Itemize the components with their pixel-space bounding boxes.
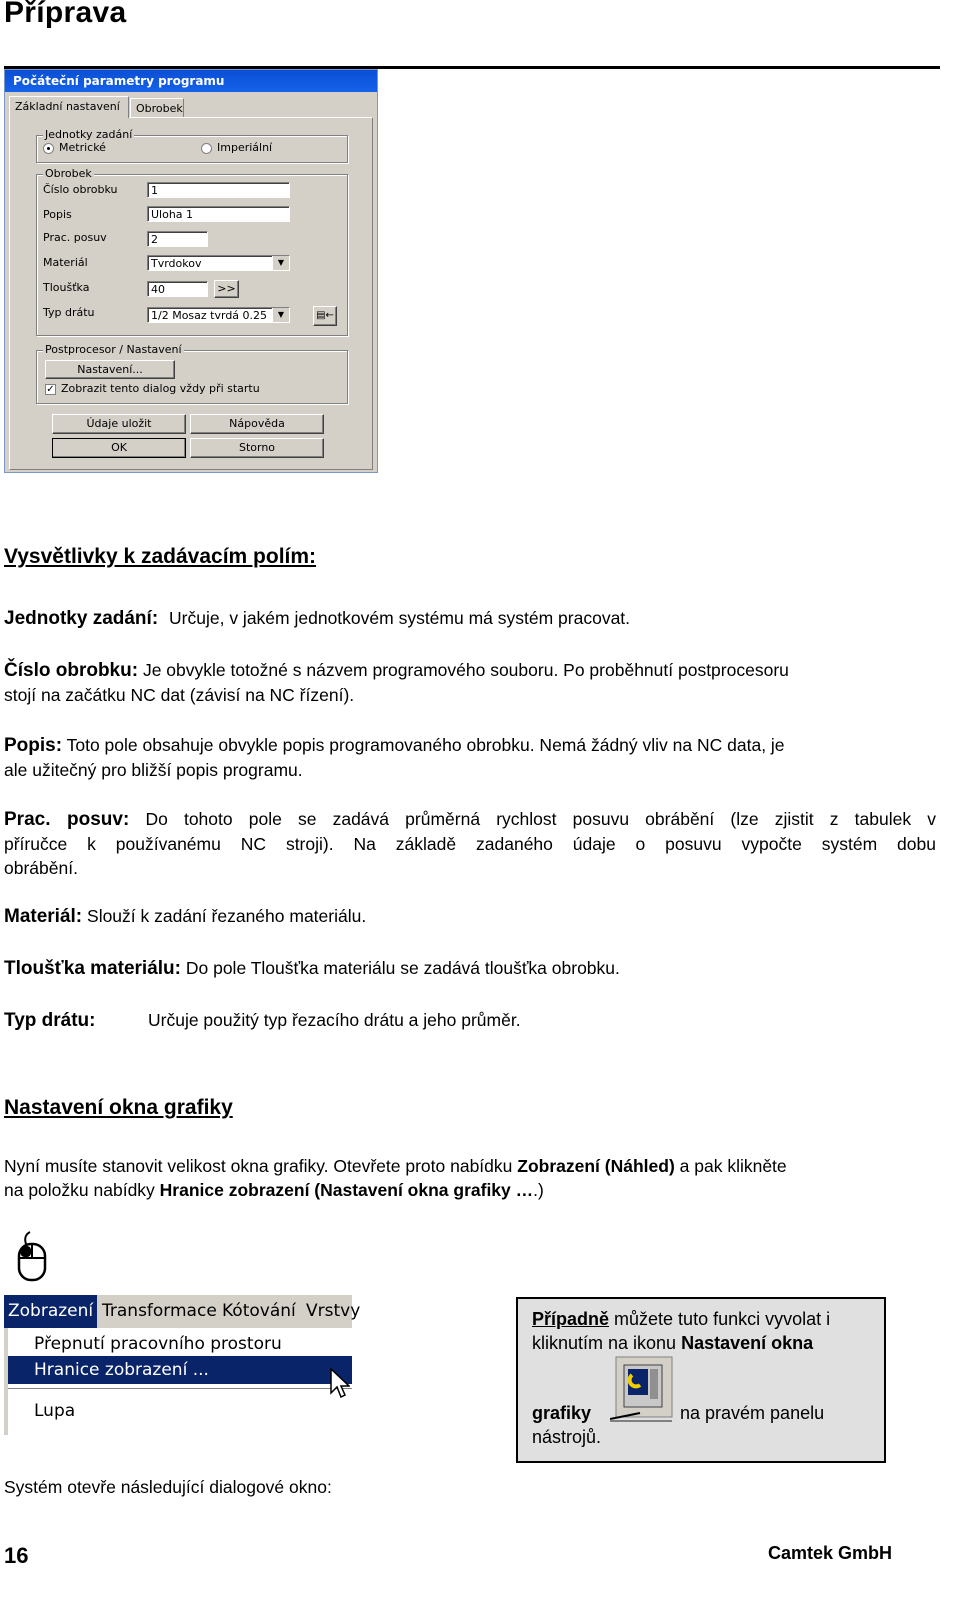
tip-line-3 <box>532 1401 591 1425</box>
menu-separator <box>8 1388 352 1392</box>
units-text: Určuje, v jakém jednotkovém systému má systém pracovat. <box>169 608 631 628</box>
units-paragraph <box>4 606 936 631</box>
graphics-text-2b: Hranice zobrazení (Nastavení okna grafiky … <box>159 1180 534 1200</box>
menu-item-zoom[interactable]: Lupa <box>34 1401 76 1421</box>
wire-text: Určuje použitý typ řezacího drátu a jeho průměr. <box>148 1010 521 1030</box>
radio-metric-label: Metrické <box>59 141 106 154</box>
dialog-title: Počáteční parametry programu <box>5 70 377 92</box>
settings-button[interactable]: Nastavení... <box>45 360 175 379</box>
chevron-down-icon[interactable]: ▼ <box>272 308 289 322</box>
feed-label: Prac. posuv <box>43 231 107 244</box>
feed-text-1: Do tohoto pole se zadává průměrná rychlost posuvu obrábění (lze zjistit z tabulek v <box>145 809 936 829</box>
graphics-text-1b: Zobrazení (Náhled) <box>517 1156 675 1176</box>
tip-text-3a: grafiky <box>532 1403 592 1423</box>
thickness-more-button[interactable]: >> <box>214 280 239 298</box>
radio-imperial-label: Imperiální <box>217 141 273 154</box>
material-select[interactable] <box>147 255 290 271</box>
dialog-panel <box>9 117 373 470</box>
page-number: 16 <box>4 1543 29 1568</box>
material-label: Materiál <box>43 256 88 269</box>
units-group-label: Jednotky zadání <box>45 128 133 141</box>
tip-line-1 <box>532 1307 830 1331</box>
material-value: Tvrdokov <box>151 257 202 270</box>
number-text-2: stojí na začátku NC dat (závisí na NC řízení). <box>4 685 355 705</box>
description-text-1: Toto pole obsahuje obvykle popis programovaného obrobku. Nemá žádný vliv na NC data, je <box>66 735 785 755</box>
graphics-window-settings-icon <box>610 1355 674 1423</box>
wire-database-icon[interactable]: ▤← <box>313 306 337 326</box>
wire-paragraph <box>4 1008 936 1033</box>
thickness-paragraph <box>4 956 936 981</box>
thickness-label: Tloušťka <box>43 281 90 294</box>
workpiece-number-field[interactable]: 1 <box>147 182 290 198</box>
graphics-text-1a: Nyní musíte stanovit velikost okna grafiky. Otevřete proto nabídku <box>4 1156 518 1176</box>
description-field[interactable]: Uloha 1 <box>147 206 290 222</box>
graphics-text-1c: a pak klikněte <box>674 1156 787 1176</box>
menu-item-switch-workspace[interactable]: Přepnutí pracovního prostoru <box>34 1334 282 1354</box>
material-text: Slouží k zadání řezaného materiálu. <box>87 906 367 926</box>
start-parameters-dialog <box>4 69 378 473</box>
description-paragraph <box>4 733 936 782</box>
postprocessor-group-label: Postprocesor / Nastavení <box>45 343 182 356</box>
save-data-button[interactable]: Údaje uložit <box>52 414 186 434</box>
graphics-paragraph <box>4 1154 936 1202</box>
tab-basic-settings[interactable]: Základní nastavení <box>9 96 129 118</box>
company-name: Camtek GmbH <box>768 1543 893 1563</box>
thickness-text: Do pole Tloušťka materiálu se zadává tloušťka obrobku. <box>185 958 620 978</box>
wire-type-label: Typ drátu <box>43 306 95 319</box>
feed-paragraph <box>4 807 936 880</box>
menu-item-view-limits[interactable]: Hranice zobrazení ... <box>8 1356 352 1384</box>
number-text-1: Je obvykle totožné s názvem programového souboru. Po proběhnutí postprocesoru <box>142 660 789 680</box>
mouse-icon <box>16 1230 48 1282</box>
radio-imperial[interactable] <box>201 143 212 154</box>
feed-field[interactable]: 2 <box>147 231 208 247</box>
description-label: Popis <box>43 208 72 221</box>
graphics-text-2a: na položku nabídky <box>4 1180 160 1200</box>
menu-transform[interactable]: Transformace <box>102 1301 217 1321</box>
workpiece-number-label: Číslo obrobku <box>43 183 118 196</box>
ok-button[interactable]: OK <box>52 438 186 458</box>
feed-text-2: příručce k používanému NC stroji). Na základě zadaného údaje o posuvu vypočte systém dobu <box>4 834 936 854</box>
show-dialog-checkbox[interactable]: ✓ <box>46 384 55 395</box>
units-term: Jednotky zadání: <box>4 608 159 629</box>
tab-workpiece[interactable]: Obrobek <box>130 98 184 118</box>
menu-layers[interactable]: Vrstvy <box>306 1301 361 1321</box>
tip-text-4: nástrojů. <box>532 1427 602 1447</box>
closing-text: Systém otevře následující dialogové okno: <box>4 1477 332 1497</box>
tip-text-1b: můžete tuto funkci vyvolat i <box>609 1309 831 1329</box>
view-menu-screenshot <box>4 1295 361 1435</box>
menu-view[interactable]: Zobrazení <box>4 1295 97 1328</box>
wire-type-value: 1/2 Mosaz tvrdá 0.25 <box>151 309 268 322</box>
menu-bar <box>4 1295 361 1328</box>
workpiece-group-label: Obrobek <box>45 167 92 180</box>
feed-text-3: obrábění. <box>4 858 78 878</box>
tip-text-2b: Nastavení okna <box>681 1333 814 1353</box>
workpiece-group <box>36 167 348 336</box>
graphics-text-2c: .) <box>533 1180 544 1200</box>
feed-term: Prac. posuv: <box>4 809 130 830</box>
show-dialog-label: Zobrazit tento dialog vždy při startu <box>61 382 260 395</box>
tip-box <box>516 1297 886 1463</box>
explanations-heading: Vysvětlivky k zadávacím polím: <box>4 545 317 568</box>
units-group <box>36 128 348 163</box>
thickness-field[interactable]: 40 <box>147 281 208 297</box>
wire-type-select[interactable] <box>147 307 290 323</box>
radio-metric[interactable] <box>43 143 54 154</box>
cursor-arrow-icon <box>330 1368 350 1400</box>
tip-line-2 <box>532 1331 813 1355</box>
page-title: Příprava <box>4 0 127 29</box>
wire-term: Typ drátu: <box>4 1010 96 1031</box>
thickness-term: Tloušťka materiálu: <box>4 958 181 979</box>
number-paragraph <box>4 658 936 707</box>
postprocessor-group <box>36 343 348 404</box>
material-term: Materiál: <box>4 906 83 927</box>
description-text-2: ale užitečný pro bližší popis programu. <box>4 760 303 780</box>
tip-text-2a: kliknutím na ikonu <box>532 1333 682 1353</box>
description-term: Popis: <box>4 735 63 756</box>
material-paragraph <box>4 904 936 929</box>
cancel-button[interactable]: Storno <box>190 438 324 458</box>
graphics-heading: Nastavení okna grafiky <box>4 1096 233 1119</box>
menu-dimensioning[interactable]: Kótování <box>222 1301 296 1321</box>
chevron-down-icon[interactable]: ▼ <box>272 256 289 270</box>
tip-text-3b: na pravém panelu <box>680 1403 825 1423</box>
number-term: Číslo obrobku: <box>4 660 139 681</box>
tip-text-1a: Případně <box>532 1309 610 1329</box>
help-button[interactable]: Nápověda <box>190 414 324 434</box>
